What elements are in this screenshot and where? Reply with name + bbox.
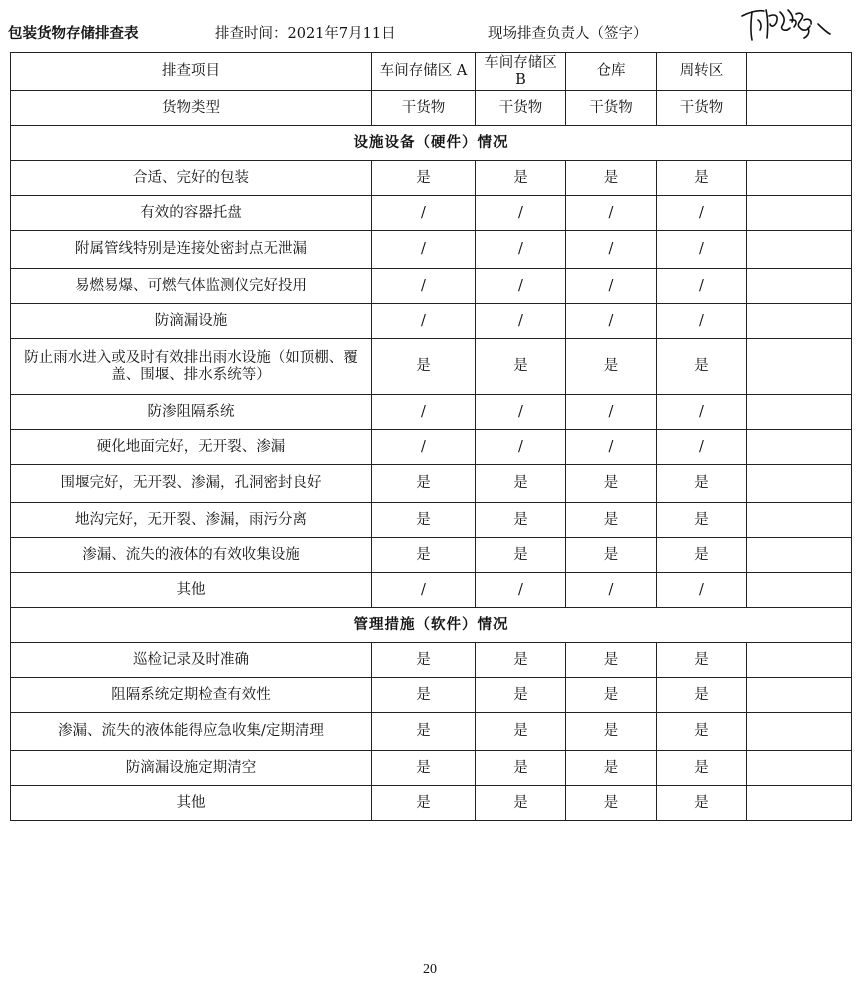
table-cell: / (372, 395, 476, 430)
table-cell: 是 (372, 161, 476, 196)
column-header-area-b: 车间存储区 B (476, 53, 566, 91)
table-row (11, 538, 852, 573)
row-label: 有效的容器托盘 (11, 196, 372, 231)
table-cell: / (566, 395, 657, 430)
table-cell: 是 (657, 503, 747, 538)
table-row (11, 304, 852, 339)
table-cell: 是 (657, 538, 747, 573)
table-cell (747, 395, 852, 430)
row-label: 地沟完好，无开裂、渗漏，雨污分离 (11, 503, 372, 538)
table-cell: / (657, 395, 747, 430)
table-cell (747, 91, 852, 126)
table-row (11, 465, 852, 503)
inspection-table (10, 52, 852, 821)
table-cell: / (476, 269, 566, 304)
form-title: 包装货物存储排查表 (8, 26, 139, 42)
table-cell (747, 713, 852, 751)
table-cell: 是 (372, 713, 476, 751)
table-cell (747, 269, 852, 304)
table-cell: / (657, 269, 747, 304)
table-cell: 干货物 (566, 91, 657, 126)
table-row (11, 643, 852, 678)
table-cell: 是 (566, 713, 657, 751)
table-cell: / (657, 196, 747, 231)
table-row (11, 713, 852, 751)
table-cell: 是 (372, 503, 476, 538)
row-label: 防滴漏设施定期清空 (11, 751, 372, 786)
table-cell (747, 231, 852, 269)
section-header-row (11, 126, 852, 161)
table-cell: 是 (372, 465, 476, 503)
table-cell: 是 (372, 538, 476, 573)
table-cell: / (476, 573, 566, 608)
section-header-row (11, 608, 852, 643)
table-row (11, 339, 852, 395)
table-cell: / (476, 395, 566, 430)
table-cell (747, 304, 852, 339)
table-row (11, 231, 852, 269)
row-label: 货物类型 (11, 91, 372, 126)
table-cell: 是 (476, 643, 566, 678)
hardware-rows (11, 161, 852, 608)
table-row (11, 269, 852, 304)
table-cell: / (566, 304, 657, 339)
table-cell: 是 (476, 786, 566, 821)
row-label: 防滴漏设施 (11, 304, 372, 339)
table-cell: 是 (372, 678, 476, 713)
row-label: 阻隔系统定期检查有效性 (11, 678, 372, 713)
table-cell: / (372, 430, 476, 465)
table-cell: 是 (566, 538, 657, 573)
table-cell: 是 (372, 786, 476, 821)
table-cell: / (476, 430, 566, 465)
table-cell: 干货物 (372, 91, 476, 126)
row-label: 其他 (11, 573, 372, 608)
row-label: 巡检记录及时准确 (11, 643, 372, 678)
table-cell (747, 161, 852, 196)
responsible-person-label: 现场排查负责人（签字） (488, 26, 648, 42)
table-cell: 是 (566, 465, 657, 503)
row-label: 合适、完好的包装 (11, 161, 372, 196)
table-cell: / (372, 269, 476, 304)
goods-type-row (11, 91, 852, 126)
table-cell: / (372, 231, 476, 269)
table-cell (747, 503, 852, 538)
table-cell: 是 (476, 538, 566, 573)
column-header-row (11, 53, 852, 91)
table-cell: 是 (476, 713, 566, 751)
table-cell: 是 (476, 678, 566, 713)
table-cell (747, 643, 852, 678)
table-cell: 干货物 (657, 91, 747, 126)
row-label: 渗漏、流失的液体的有效收集设施 (11, 538, 372, 573)
row-label: 防渗阻隔系统 (11, 395, 372, 430)
table-row (11, 430, 852, 465)
table-cell: 是 (566, 339, 657, 395)
column-header-extra (747, 53, 852, 91)
table-cell: / (476, 304, 566, 339)
table-cell: 是 (566, 678, 657, 713)
table-cell: 是 (476, 465, 566, 503)
column-header-turnover: 周转区 (657, 53, 747, 91)
table-cell: 是 (566, 751, 657, 786)
table-cell: 是 (566, 786, 657, 821)
table-cell (747, 678, 852, 713)
table-cell: / (372, 304, 476, 339)
table-row (11, 786, 852, 821)
table-cell (747, 751, 852, 786)
table-cell: 是 (476, 339, 566, 395)
table-cell: 是 (657, 713, 747, 751)
table-row (11, 503, 852, 538)
table-row (11, 196, 852, 231)
table-cell: 是 (476, 503, 566, 538)
column-header-area-a: 车间存储区 A (372, 53, 476, 91)
handwritten-signature (738, 2, 834, 44)
section-hardware-title: 设施设备（硬件）情况 (11, 126, 852, 161)
row-label: 硬化地面完好，无开裂、渗漏 (11, 430, 372, 465)
table-cell: 是 (566, 161, 657, 196)
document-header (8, 18, 853, 46)
table-cell: / (566, 430, 657, 465)
table-cell: 是 (657, 161, 747, 196)
table-cell: 是 (657, 465, 747, 503)
table-cell: 是 (657, 786, 747, 821)
table-cell: 干货物 (476, 91, 566, 126)
table-row (11, 751, 852, 786)
table-cell: 是 (372, 643, 476, 678)
column-header-warehouse: 仓库 (566, 53, 657, 91)
table-cell (747, 573, 852, 608)
table-cell: / (657, 304, 747, 339)
table-cell: 是 (566, 643, 657, 678)
table-cell: 是 (476, 751, 566, 786)
table-cell: / (476, 196, 566, 231)
table-cell (747, 465, 852, 503)
table-cell: / (566, 231, 657, 269)
table-cell: 是 (657, 751, 747, 786)
table-row (11, 678, 852, 713)
table-cell: 是 (372, 751, 476, 786)
table-cell: / (476, 231, 566, 269)
table-cell: / (657, 231, 747, 269)
table-cell: / (657, 573, 747, 608)
table-row (11, 161, 852, 196)
table-cell (747, 339, 852, 395)
inspection-date: 排查时间：2021年7月11日 (215, 26, 396, 42)
row-label: 附属管线特别是连接处密封点无泄漏 (11, 231, 372, 269)
table-cell: 是 (372, 339, 476, 395)
table-cell: / (372, 196, 476, 231)
table-cell: / (657, 430, 747, 465)
table-row (11, 395, 852, 430)
table-cell: 是 (657, 339, 747, 395)
management-rows (11, 643, 852, 821)
table-cell: 是 (566, 503, 657, 538)
row-label: 易燃易爆、可燃气体监测仪完好投用 (11, 269, 372, 304)
table-cell: / (372, 573, 476, 608)
table-cell (747, 430, 852, 465)
row-label: 渗漏、流失的液体能得应急收集/定期清理 (11, 713, 372, 751)
page-number: 20 (423, 962, 437, 977)
row-label: 其他 (11, 786, 372, 821)
table-cell: 是 (657, 678, 747, 713)
column-header-item: 排查项目 (11, 53, 372, 91)
row-label: 围堰完好，无开裂、渗漏，孔洞密封良好 (11, 465, 372, 503)
table-cell: / (566, 573, 657, 608)
row-label: 防止雨水进入或及时有效排出雨水设施（如顶棚、覆盖、围堰、排水系统等） (11, 339, 372, 395)
table-cell: 是 (657, 643, 747, 678)
section-management-title: 管理措施（软件）情况 (11, 608, 852, 643)
table-cell (747, 786, 852, 821)
table-cell: / (566, 269, 657, 304)
table-row (11, 573, 852, 608)
table-cell (747, 196, 852, 231)
table-cell: 是 (476, 161, 566, 196)
table-cell: / (566, 196, 657, 231)
table-cell (747, 538, 852, 573)
